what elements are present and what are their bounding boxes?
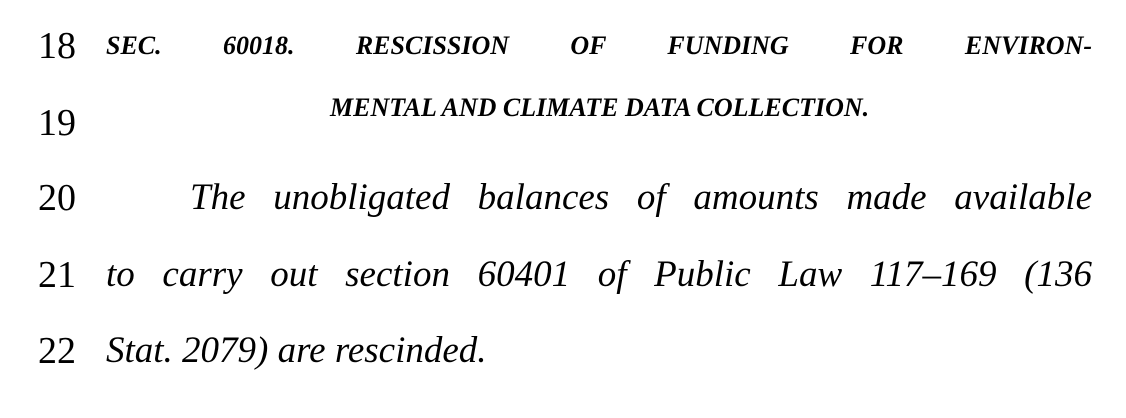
section-heading-line-2: MENTAL AND CLIMATE DATA COLLECTION. bbox=[330, 93, 870, 122]
paragraph-line: to carry out section 60401 of Public Law 117–169 (136 bbox=[106, 254, 1092, 295]
line-18 bbox=[0, 16, 1126, 76]
line-number: 20 bbox=[38, 177, 76, 219]
line-22 bbox=[0, 321, 1126, 381]
line-number: 21 bbox=[38, 254, 76, 296]
section-heading-line-1: SEC. 60018. RESCISSION OF FUNDING FOR ENVIRON- bbox=[106, 31, 1092, 60]
line-21 bbox=[0, 245, 1126, 305]
paragraph-line: Stat. 2079) are rescinded. bbox=[106, 330, 487, 371]
line-number: 22 bbox=[38, 330, 76, 372]
line-20 bbox=[0, 168, 1126, 228]
line-19 bbox=[0, 93, 1126, 153]
line-number: 19 bbox=[38, 102, 76, 144]
paragraph-line: The unobligated balances of amounts made available bbox=[190, 177, 1092, 218]
line-number: 18 bbox=[38, 25, 76, 67]
